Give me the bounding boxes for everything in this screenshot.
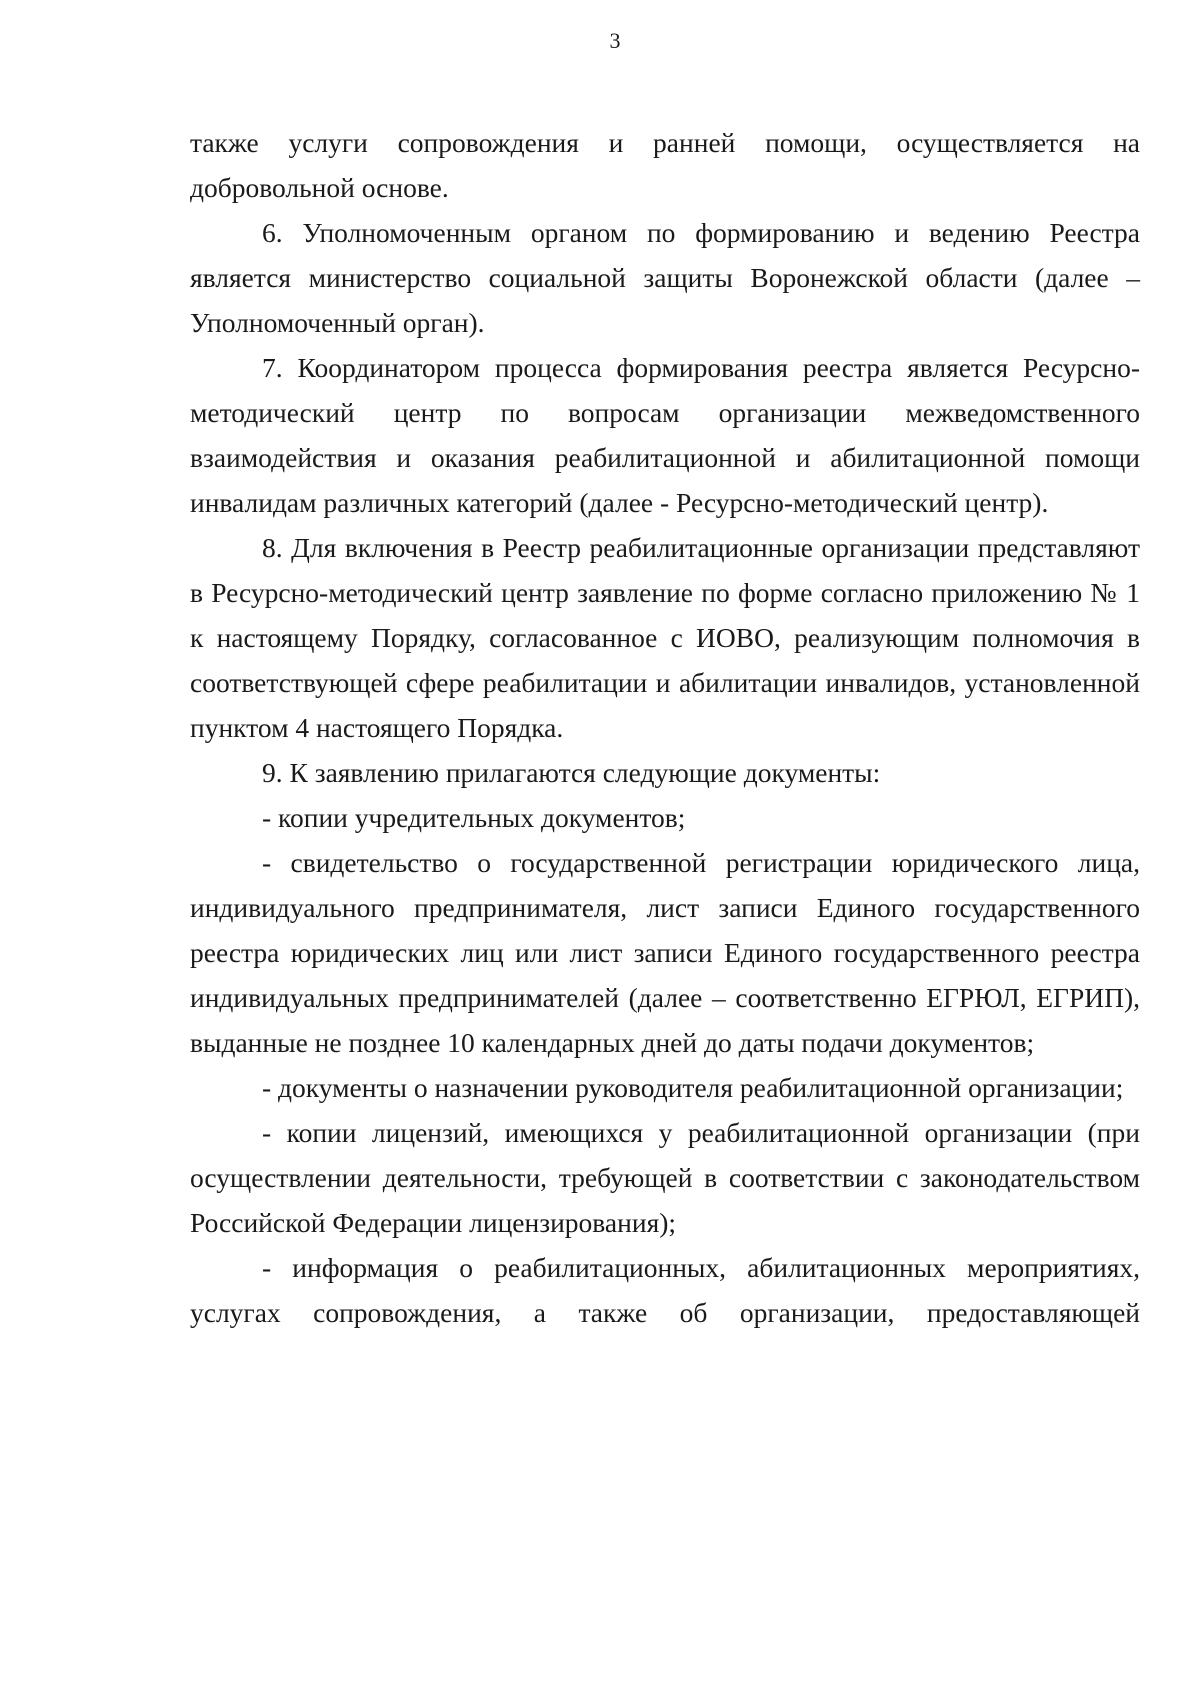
list-item-rehabilitation-info: - информация о реабилитационных, абилитационных мероприятиях, услугах сопровождения, а также об организации, предоставляющей <box>190 1252 1140 1328</box>
list-item-registration-certificate: - свидетельство о государственной регистрации юридического лица, индивидуального предпринимателя, лист записи Единого государственного реестра юридических лиц или лист записи Единого государственного реестра индивидуальных предпринимателей (далее – соответственно ЕГРЮЛ, ЕГРИП), выданные не позднее 10 календарных дней до даты подачи документов; <box>190 847 1140 1058</box>
paragraph-continuation: также услуги сопровождения и ранней помощи, осуществляется на добровольной основе. <box>190 127 1140 203</box>
list-item-licenses: - копии лицензий, имеющихся у реабилитационной организации (при осуществлении деятельности, требующей в соответствии с законодательством Российской Федерации лицензирования); <box>190 1117 1140 1238</box>
list-item-head-appointment: - документы о назначении руководителя реабилитационной организации; <box>262 1072 1124 1103</box>
document-body <box>190 120 1140 1335</box>
page-number: 3 <box>609 28 621 53</box>
paragraph-item-8: 8. Для включения в Реестр реабилитационные организации представляют в Ресурсно-методический центр заявление по форме согласно приложению № 1 к настоящему Порядку, согласованное с ИОВО, реализующим полномочия в соответствующей сфере реабилитации и абилитации инвалидов, установленной пунктом 4 настоящего Порядка. <box>190 532 1140 743</box>
paragraph-item-9: 9. К заявлению прилагаются следующие документы: <box>262 757 881 788</box>
list-item-founding-documents: - копии учредительных документов; <box>262 802 686 833</box>
paragraph-item-6: 6. Уполномоченным органом по формированию и ведению Реестра является министерство социальной защиты Воронежской области (далее – Уполномоченный орган). <box>190 217 1140 338</box>
paragraph-item-7: 7. Координатором процесса формирования реестра является Ресурсно-методический центр по вопросам организации межведомственного взаимодействия и оказания реабилитационной и абилитационной помощи инвалидам различных категорий (далее - Ресурсно-методический центр). <box>190 352 1140 518</box>
